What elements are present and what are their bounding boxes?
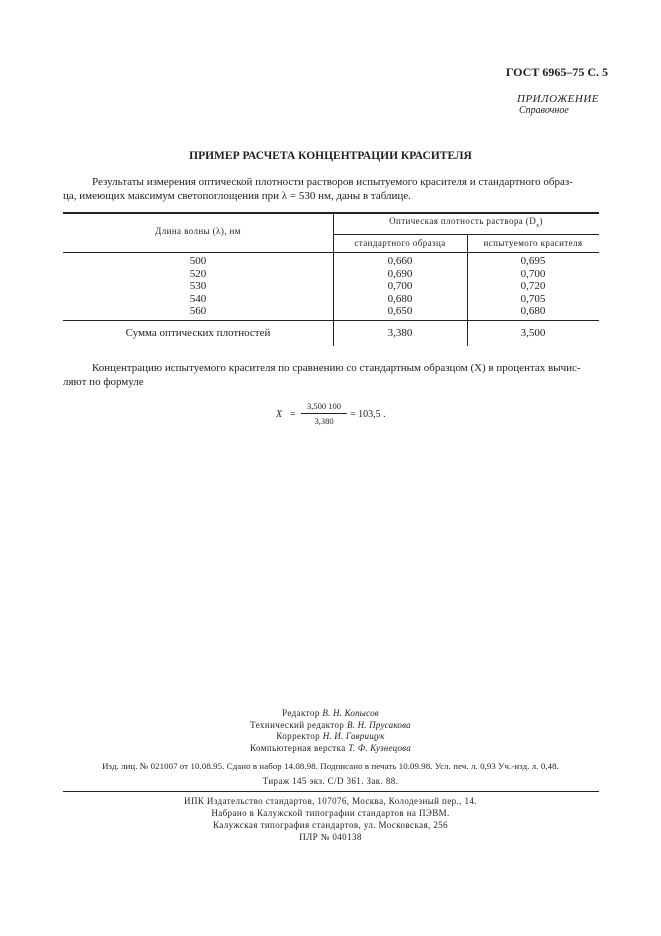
table-header-rule <box>63 252 599 253</box>
formula-numerator: 3,500 100 <box>307 401 341 411</box>
credit-line <box>0 720 661 730</box>
row-standard-density: 0,650 <box>387 305 413 318</box>
credit-name: Н. И. Гаврищук <box>322 731 385 741</box>
section-title: ПРИМЕР РАСЧЕТА КОНЦЕНТРАЦИИ КРАСИТЕЛЯ <box>189 150 472 162</box>
formula-lhs: X <box>276 409 283 420</box>
row-standard-density: 0,690 <box>387 267 413 280</box>
formula-denominator: 3,380 <box>314 416 334 426</box>
formula-equals: = <box>290 409 296 420</box>
row-standard-density: 0,680 <box>387 292 413 305</box>
intro-line-1: Результаты измерения оптической плотности растворов испытуемого красителя и стандартного образ- <box>92 176 573 188</box>
credit-name: Т. Ф. Кузнецова <box>348 742 411 753</box>
row-wavelength: 520 <box>189 267 207 280</box>
publisher-line-4: ПЛР № 040138 <box>299 832 362 842</box>
sum-test: 3,500 <box>520 327 546 339</box>
credit-line <box>0 731 661 741</box>
sum-standard: 3,380 <box>387 327 413 339</box>
sum-label: Сумма оптических плотностей <box>125 327 271 339</box>
table-sum-rule <box>63 320 599 321</box>
credit-name: В. Н. Прусакова <box>346 719 411 730</box>
imprint-line-2: Тираж 145 экз. С/D 361. Зак. 88. <box>262 776 399 786</box>
row-wavelength: 500 <box>189 255 207 267</box>
col-header-test: испытуемого красителя <box>483 238 583 248</box>
row-test-density: 0,705 <box>520 292 546 305</box>
publisher-line-3: Калужская типография стандартов, ул. Московская, 256 <box>212 820 449 830</box>
row-test-density: 0,720 <box>520 280 546 293</box>
credit-role: Корректор <box>276 731 321 741</box>
credit-name: В. Н. Копысов <box>322 708 379 718</box>
formula-text-line-1: Концентрацию испытуемого красителя по сравнению со стандартным образцом (X) в процентах вычис- <box>92 362 581 374</box>
table-sub-rule <box>333 234 599 235</box>
row-wavelength: 530 <box>189 280 207 293</box>
group-header-optical-density: Оптическая плотность раствора $(D_x)$ <box>389 216 543 229</box>
row-test-density: 0,680 <box>520 305 546 318</box>
publisher-line-1: ИПК Издательство стандартов, 107076, Москва, Колодезный пер., 14. <box>184 796 477 806</box>
row-standard-density: 0,660 <box>387 255 413 267</box>
credit-role: Редактор <box>282 708 320 718</box>
credit-role: Компьютерная верстка <box>250 742 346 753</box>
intro-line-2: ца, имеющих максимум светопоглощения при λ = 530 нм, даны в таблице. <box>63 190 411 202</box>
credit-role: Технический редактор <box>250 719 345 730</box>
row-wavelength: 540 <box>189 292 207 305</box>
formula-result: = 103,5 . <box>350 409 386 420</box>
fraction-bar <box>301 413 347 414</box>
imprint-line-1: Изд. лиц. № 021007 от 10.08.95. Сдано в набор 14.08.98. Подписано в печать 10.09.98. Усл. печ. л. 0,93 Уч.-изд. л. 0,48. <box>102 761 559 771</box>
col-header-standard: стандартного образца <box>354 238 446 248</box>
appendix-type: Справочное <box>519 105 569 116</box>
row-standard-density: 0,700 <box>387 280 413 293</box>
credit-line <box>0 743 661 753</box>
publisher-line-2: Набрано в Калужской типографии стандартов на ПЭВМ. <box>211 808 450 818</box>
formula-text-line-2: ляют по формуле <box>63 376 144 388</box>
credit-line <box>0 708 661 718</box>
row-test-density: 0,700 <box>520 267 546 280</box>
row-test-density: 0,695 <box>520 255 546 267</box>
appendix-label: ПРИЛОЖЕНИЕ <box>517 93 599 105</box>
col-header-wavelength: Длина волны (λ), нм <box>155 226 241 236</box>
table-top-rule <box>63 212 599 214</box>
standard-header: ГОСТ 6965–75 С. 5 <box>505 65 608 79</box>
footer-rule <box>63 791 599 792</box>
row-wavelength: 560 <box>189 305 207 318</box>
